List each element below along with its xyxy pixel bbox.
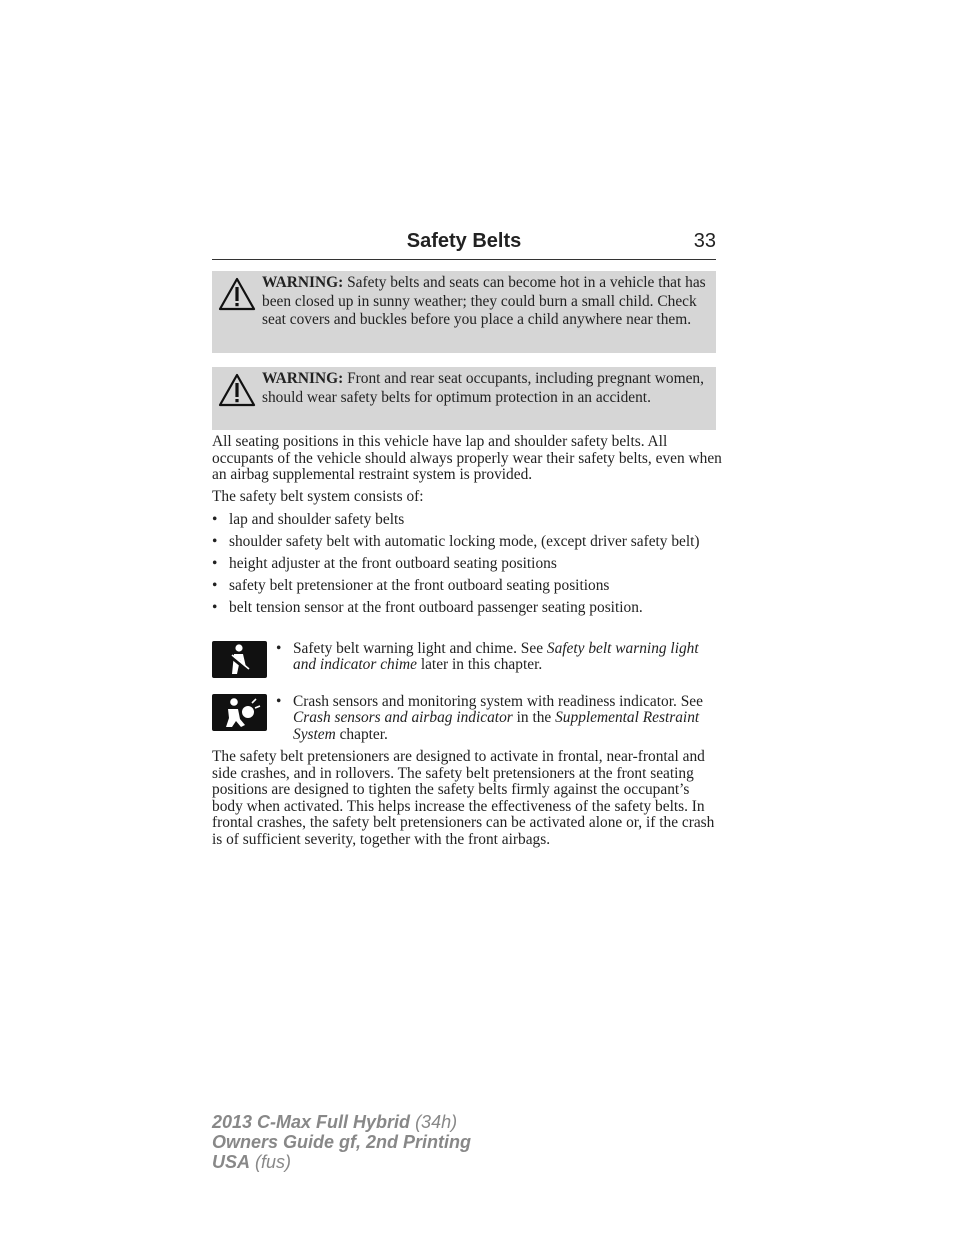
warning-label: WARNING: [262,274,344,291]
seatbelt-indicator-text: • Safety belt warning light and chime. See Safety belt warning light and indicator chime later in this chapter. [276,641,722,674]
system-list [212,512,722,617]
cross-reference: Safety belt warning light and indicator chime [293,640,699,674]
warning-box [212,271,716,353]
list-item: • safety belt pretensioner at the front outboard seating positions [212,578,722,595]
airbag-indicator-icon [212,694,267,731]
page-number: 33 [693,230,716,252]
system-intro: The safety belt system consists of: [212,488,424,505]
list-item: • shoulder safety belt with automatic locking mode, (except driver safety belt) [212,534,722,551]
page-header [212,228,716,260]
footer-line: Owners Guide gf, 2nd Printing [212,1132,472,1152]
list-item: • height adjuster at the front outboard seating positions [212,556,722,573]
intro-paragraph: All seating positions in this vehicle have lap and shoulder safety belts. All occupants of the vehicle should always properly wear their safety belts, even when an airbag supplemental restraint system is provided. [212,433,722,484]
warning-label: WARNING: [262,370,344,387]
footer-line: USA (fus) [212,1152,292,1172]
list-item: • lap and shoulder safety belts [212,512,722,529]
warning-box [212,367,716,430]
warning-text: Safety belts and seats can become hot in a vehicle that has been closed up in sunny weather; they could burn a small child. Check seat covers and buckles before you place a child anywhere near them. [262,274,706,328]
airbag-indicator-text: • Crash sensors and monitoring system with readiness indicator. See Crash sensors and airbag indicator in the Supplemental Restraint System chapter. [276,694,722,743]
pretensioner-paragraph: The safety belt pretensioners are designed to activate in frontal, near-frontal and side crashes, and in rollovers. The safety belt pretensioners at the front seating positions are designed to tighten the safety belts firmly against the occupant’s body when activated. This helps increase the effectiveness of the safety belts. In frontal crashes, the safety belt pretensioners can be activated alone or, if the crash is of sufficient severity, together with the front airbags. [212,748,715,848]
warning-triangle-icon [218,372,256,408]
warning-text: Front and rear seat occupants, including pregnant women, should wear safety belts for optimum protection in an accident. [262,370,704,406]
footer-line: 2013 C-Max Full Hybrid (34h) [212,1112,458,1132]
document-footer [212,1112,612,1172]
list-item: • belt tension sensor at the front outboard passenger seating position. [212,600,722,617]
cross-reference: Supplemental Restraint System [293,709,700,743]
seatbelt-warning-icon [212,641,267,678]
page-title: Safety Belts [406,230,522,252]
warning-triangle-icon [218,276,256,312]
cross-reference: Crash sensors and airbag indicator [293,709,513,727]
